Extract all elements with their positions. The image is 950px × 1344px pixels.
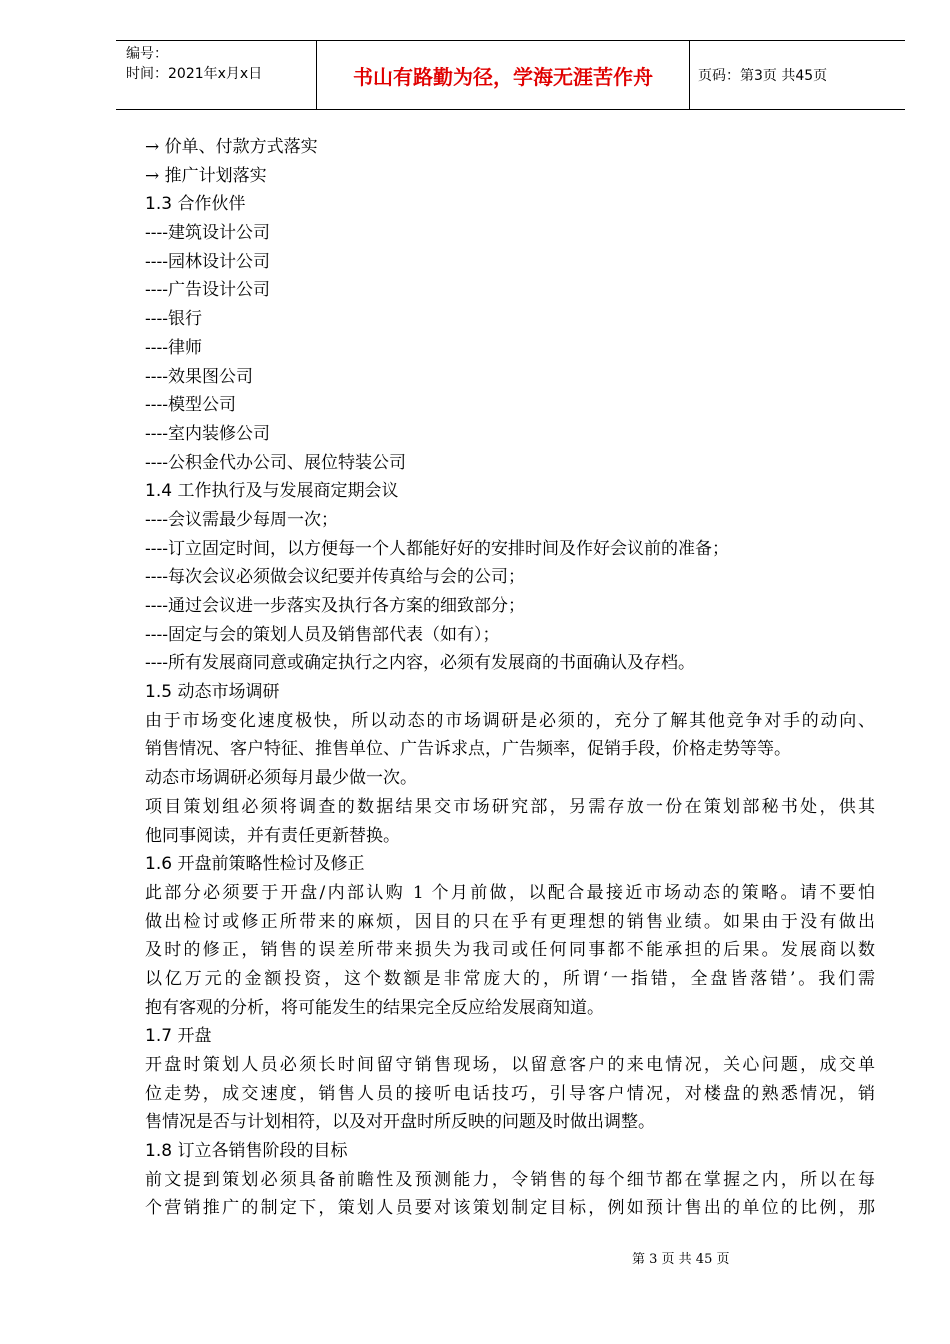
body-line: ----每次会议必须做会议纪要并传真给与会的公司； (145, 567, 525, 588)
body-line: ----通过会议进一步落实及执行各方案的细致部分； (145, 596, 525, 616)
section-heading: 1.5 动态市场调研 (145, 682, 280, 703)
body-line: ----模型公司 (145, 395, 236, 416)
body-line: 由于市场变化速度极快，所以动态的市场调研是必须的，充分了解其他竞争对手的动向、 (145, 710, 875, 731)
body-line: ----银行 (145, 309, 202, 330)
body-line: ----广告设计公司 (145, 280, 270, 301)
page-header (116, 40, 905, 110)
body-line: 位走势，成交速度，销售人员的接听电话技巧，引导客户情况，对楼盘的熟悉情况，销 (145, 1083, 875, 1104)
body-line: ----室内装修公司 (145, 423, 270, 444)
page-footer: 第 3 页 共 45 页 (632, 1252, 730, 1267)
body-line: ----建筑设计公司 (145, 223, 270, 244)
body-line: → 价单、付款方式落实 (145, 137, 318, 157)
body-line: → 推广计划落实 (145, 165, 267, 186)
section-heading: 1.8 订立各销售阶段的目标 (145, 1141, 348, 1162)
header-page-number: 页码：第3页 共45页 (698, 68, 828, 84)
section-heading: 1.6 开盘前策略性检讨及修正 (145, 854, 365, 875)
header-motto: 书山有路勤为径，学海无涯苦作舟 (316, 41, 690, 109)
body-line: 开盘时策划人员必须长时间留守销售现场，以留意客户的来电情况，关心问题，成交单 (145, 1055, 875, 1075)
body-line: 及时的修正，销售的误差所带来损失为我司或任何同事都不能承担的后果。发展商以数 (145, 940, 875, 961)
body-line: ----订立固定时间，以方便每一个人都能好好的安排时间及作好会议前的准备； (145, 538, 729, 559)
body-line: 做出检讨或修正所带来的麻烦，因目的只在乎有更理想的销售业绩。如果由于没有做出 (145, 911, 875, 932)
document-body (145, 133, 875, 1223)
body-line: 销售情况、客户特征、推售单位、广告诉求点，广告频率，促销手段，价格走势等等。 (145, 739, 791, 760)
section-heading: 1.4 工作执行及与发展商定期会议 (145, 481, 399, 502)
body-line: 此部分必须要于开盘/内部认购 1 个月前做，以配合最接近市场动态的策略。请不要怕 (145, 882, 875, 903)
body-line: 售情况是否与计划相符，以及对开盘时所反映的问题及时做出调整。 (145, 1112, 655, 1133)
body-line: ----效果图公司 (145, 366, 253, 387)
body-line: 个营销推广的制定下，策划人员要对该策划制定目标，例如预计售出的单位的比例，那 (145, 1198, 875, 1219)
body-line: 以亿万元的金额投资，这个数额是非常庞大的，所谓‘一指错，全盘皆落错’。我们需 (145, 968, 875, 989)
document-time-label: 时间：2021年x月x日 (126, 66, 263, 82)
body-line: 动态市场调研必须每月最少做一次。 (145, 768, 417, 789)
body-line: ----律师 (145, 337, 202, 358)
body-line: ----会议需最少每周一次； (145, 509, 338, 530)
body-line: 前文提到策划必须具备前瞻性及预测能力，令销售的每个细节都在掌握之内，所以在每 (145, 1169, 875, 1190)
document-number-label: 编号： (126, 46, 168, 62)
body-line: 他同事阅读，并有责任更新替换。 (145, 825, 400, 846)
body-line: ----固定与会的策划人员及销售部代表（如有）； (145, 624, 500, 645)
body-line: 抱有客观的分析，将可能发生的结果完全反应给发展商知道。 (145, 997, 604, 1018)
section-heading: 1.3 合作伙伴 (145, 194, 246, 215)
body-line: ----公积金代办公司、展位特装公司 (145, 452, 406, 473)
body-line: 项目策划组必须将调查的数据结果交市场研究部，另需存放一份在策划部秘书处，供其 (145, 796, 875, 817)
header-meta (116, 41, 316, 109)
section-heading: 1.7 开盘 (145, 1026, 212, 1047)
body-line: ----所有发展商同意或确定执行之内容，必须有发展商的书面确认及存档。 (145, 653, 695, 674)
body-line: ----园林设计公司 (145, 251, 270, 272)
